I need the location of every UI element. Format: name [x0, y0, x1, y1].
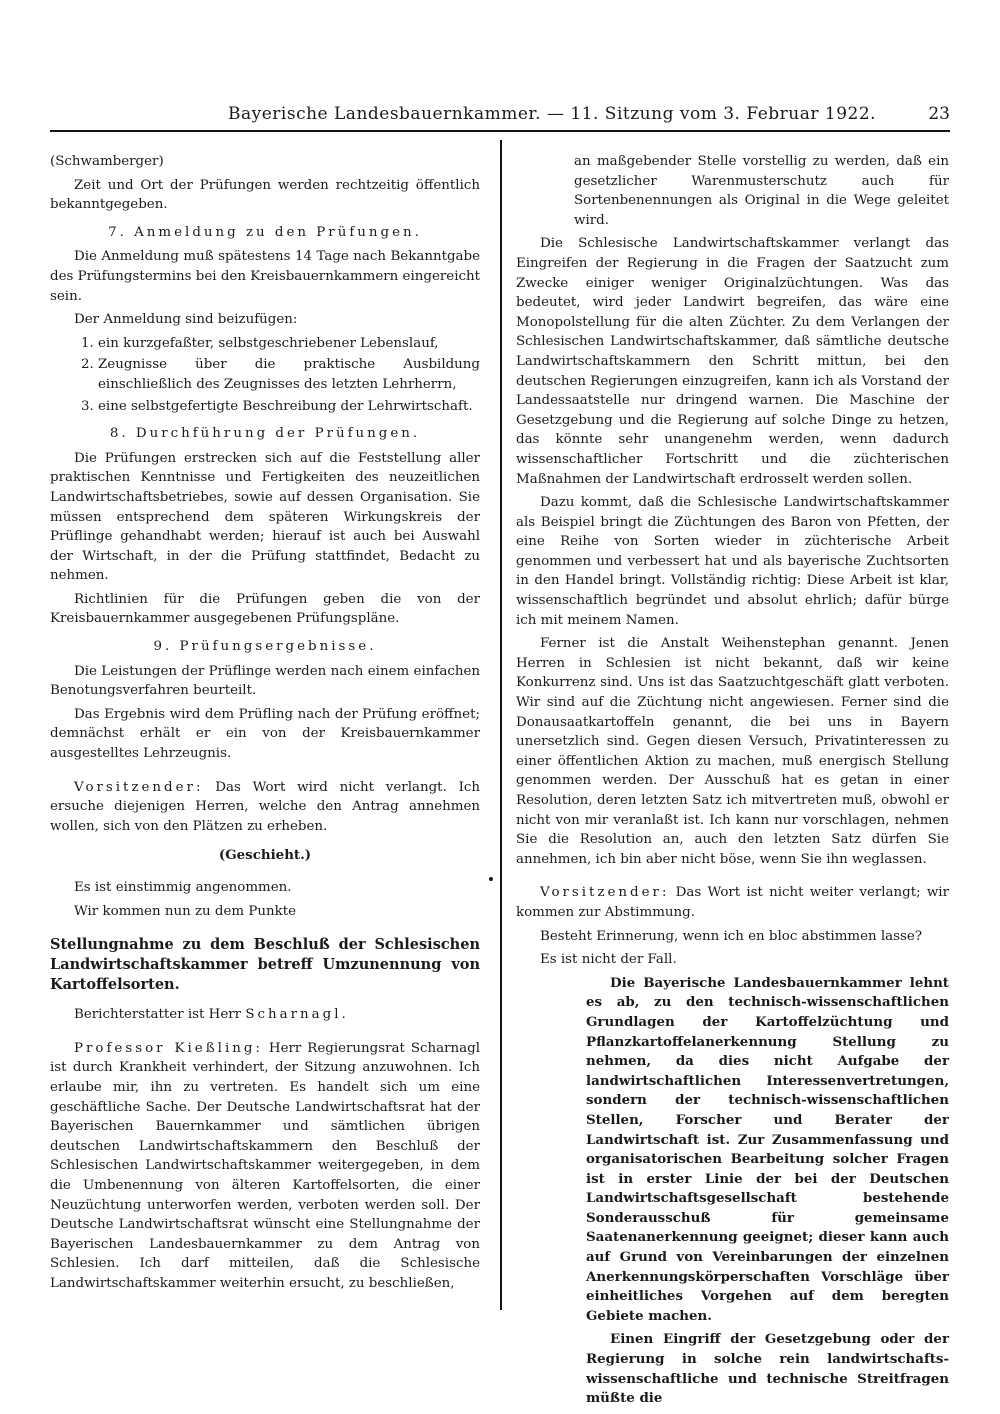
chair-text: Das Wort ist nicht weiter verlangt; wir kommen zur Abstimmung. [516, 885, 949, 920]
paragraph: Richtlinien für die Prüfungen geben die von der Kreisbauernkammer ausgegebenen Prüfungspläne. [50, 591, 480, 627]
list-item: 3. eine selbstgefertigte Beschreibung der Lehrwirtschaft. [98, 397, 480, 417]
list-item: 2. Zeugnisse über die praktische Ausbildung einschließlich des Zeugnisses des letzten Lehrherrn, [98, 355, 480, 394]
resolution-paragraph: Die Bayerische Landesbauernkammer lehnt es ab, zu den technisch-wissenschaftlichen Grundlagen der Kartoffelzüchtung und Pflanzkartoffelanerkennung Stellung zu nehmen, da dies nicht Aufgabe der landwirtschaftlichen Interessenvertretungen, sondern der technisch-wissenschaftlichen Stellen, Forscher und Berater der Landwirtschaft ist. Zur Zusammenfassung und organisatorischen Bearbeitung solcher Fragen ist in erster Linie der bei der Deutschen Landwirtschaftsgesellschaft bestehende Sonderausschuß für gemeinsame Saatenanerkennung geeignet; dieser kann auch auf Grund von Vereinbarungen der einzelnen Anerkennungskörperschaften Vorschläge über einheitliches Vorgehen auf dem beregten Gebiete machen. [586, 974, 949, 1324]
chair-label: Vorsitzender: [74, 779, 204, 795]
section-heading-7: 7. Anmeldung zu den Prüfungen. [108, 224, 422, 240]
paragraph: Besteht Erinnerung, wenn ich en bloc abstimmen lasse? [540, 928, 923, 944]
attachments-list [50, 334, 480, 416]
stage-note: (Geschieht.) [218, 847, 312, 864]
header-rule [50, 130, 950, 132]
chair-statement [50, 778, 480, 837]
margin-dot [489, 877, 493, 881]
speaker-statement [50, 1039, 480, 1294]
chair-text: Das Wort wird nicht verlangt. Ich ersuche diejenigen Herren, welche den Antrag annehmen wollen, sich von den Plätzen zu erheben. [50, 779, 480, 834]
professor-label: Professor Kießling: [74, 1040, 263, 1056]
paragraph: Das Ergebnis wird dem Prüfling nach der Prüfung eröffnet; demnächst erhält er ein von der Kreisbauernkammer ausgestelltes Lehrzeugnis. [50, 706, 480, 762]
reporter-name: Scharnagl. [245, 1007, 349, 1023]
quoted-request: an maßgebender Stelle vorstellig zu werden, daß ein gesetzlicher Warenmusterschutz auch für Sortenbenennungen als Original in die Wege geleitet wird. [574, 154, 949, 228]
paragraph: Die Leistungen der Prüflinge werden nach einem einfachen Benotungsverfahren beurteilt. [50, 663, 480, 699]
reporter-line [50, 1005, 480, 1025]
paragraph: Dazu kommt, daß die Schlesische Landwirtschaftskammer als Beispiel bringt die Züchtungen des Baron von Pfetten, der eine Reihe von Sorten wieder in züchterische Arbeit genommen und verbessert hat und als bayerische Zuchtsorten in den Handel bringt. Vollständig richtig: Diese Arbeit ist klar, wissenschaftlich begründet und absolut ehrlich; dafür bürge ich mit meinem Namen. [516, 495, 949, 628]
paragraph: Zeit und Ort der Prüfungen werden rechtzeitig öffentlich bekanntgegeben. [50, 177, 480, 213]
paragraph: Die Anmeldung muß spätestens 14 Tage nach Bekanntgabe des Prüfungstermins bei den Kreisbauernkammern eingereicht sein. [50, 249, 480, 304]
paragraph: Der Anmeldung sind beizufügen: [74, 312, 298, 328]
header-title: Bayerische Landesbauernkammer. — 11. Sitzung vom 3. Februar 1922. [228, 104, 877, 124]
chair-statement [516, 883, 949, 922]
page-number: 23 [928, 104, 950, 124]
list-item: 1. ein kurzgefaßter, selbstgeschriebener Lebenslauf, [98, 334, 480, 354]
professor-text: Herr Regierungsrat Scharnagl ist durch Krankheit verhindert, der Sitzung anzuwohnen. Ich erlaube mir, ihn zu vertreten. Es handelt sich um eine geschäftliche Sache. Der Deutsche Landwirtschaftsrat hat der Bayerischen Bauernkammer und sämtlichen übrigen deutschen Landwirtschaftskammern den Beschluß der Schlesischen Landwirtschaftskammer weitergegeben, in dem die Umbenennung von älteren Kartoffelsorten, die einer Neuzüchtung unterworfen werden, verboten werden soll. Der Deutsche Landwirtschaftsrat wünscht eine Stellungnahme der Bayerischen Landesbauernkammer zu dem Antrag von Schlesien. Ich darf mitteilen, daß die Schlesische Landwirtschaftskammer weiterhin ersucht, zu beschließen, [50, 1040, 480, 1291]
paragraph: Es ist nicht der Fall. [540, 952, 677, 968]
chair-label: Vorsitzender: [540, 885, 670, 901]
paragraph: Die Prüfungen erstrecken sich auf die Feststellung aller praktischen Kenntnisse und Fertigkeiten des neuzeitlichen Landwirtschaftsbetriebes, sowie auf dessen Organisation. Sie müssen entsprechend dem späteren Wirkungskreis der Prüflinge gehandhabt werden; hierauf ist auch bei Auswahl der Wirtschaft, in der die Prüfung stattfindet, Bedacht zu nehmen. [50, 450, 480, 584]
paragraph: Ferner ist die Anstalt Weihenstephan genannt. Jenen Herren in Schlesien ist nicht bekannt, daß wir keine Konkurrenz sind. Uns ist das Saatzuchtgeschäft glatt verboten. Wir sind auf die Züchtung nicht angewiesen. Ferner sind die Donausaatkartoffeln genannt, die bei uns in Bayern unersetzlich sind. Gegen diesen Versuch, Privatinteressen zu einer öffentlichen Aktion zu machen, muß energisch Stellung genommen werden. Der Ausschuß hat es getan in einer Resolution, deren letzten Satz ich mitvertreten muß, obwohl er nicht von mir veranlaßt ist. Ich kann nur vorschlagen, nehmen Sie die Resolution an, auch den letzten Satz dürfen Sie annehmen, ich bin aber nicht böse, wenn Sie ihn weglassen. [516, 636, 949, 867]
paragraph: Es ist einstimmig angenommen. [74, 880, 292, 895]
right-column [516, 152, 949, 1413]
resolution-paragraph: Einen Eingriff der Gesetzgebung oder der Regierung in solche rein landwirtschafts-wissenschaftliche und technische Streitfragen müßte die [586, 1331, 949, 1407]
column-divider [500, 140, 502, 1310]
paragraph: Wir kommen nun zu dem Punkte [74, 903, 297, 919]
section-heading-9: 9. Prüfungsergebnisse. [153, 639, 377, 655]
agenda-heading: Stellungnahme zu dem Beschluß der Schlesischen Landwirtschaftskammer betreff Umzunennung von Kartoffelsorten. [50, 936, 480, 994]
page-header [50, 104, 950, 130]
speaker-name: (Schwamberger) [50, 154, 164, 169]
paragraph: Die Schlesische Landwirtschaftskammer verlangt das Eingreifen der Regierung in die Fragen der Saatzucht zum Zwecke einiger weniger Originalzüchtungen. Was das bedeutet, wird jeder Landwirt begreifen, das wäre eine Monopolstellung für die alten Züchter. Zu dem Verlangen der Schlesischen Landwirtschaftskammer, daß sämtliche deutsche Landwirtschaftskammern den Schritt mittun, bei den deutschen Regierungen einzugreifen, kann ich als Vorstand der Landessaatstelle nur dringend warnen. Die Maschine der Gesetzgebung und die Regierung auf solche Dinge zu hetzen, das könnte sehr unangenehm werden, wenn dadurch wissenschaftlicher Fortschritt und die züchterischen Maßnahmen der Landwirtschaft erdrosselt werden sollen. [516, 236, 949, 487]
reporter-text: Berichterstatter ist Herr [74, 1007, 242, 1023]
left-column [50, 152, 480, 1298]
section-heading-8: 8. Durchführung der Prüfungen. [109, 426, 421, 442]
